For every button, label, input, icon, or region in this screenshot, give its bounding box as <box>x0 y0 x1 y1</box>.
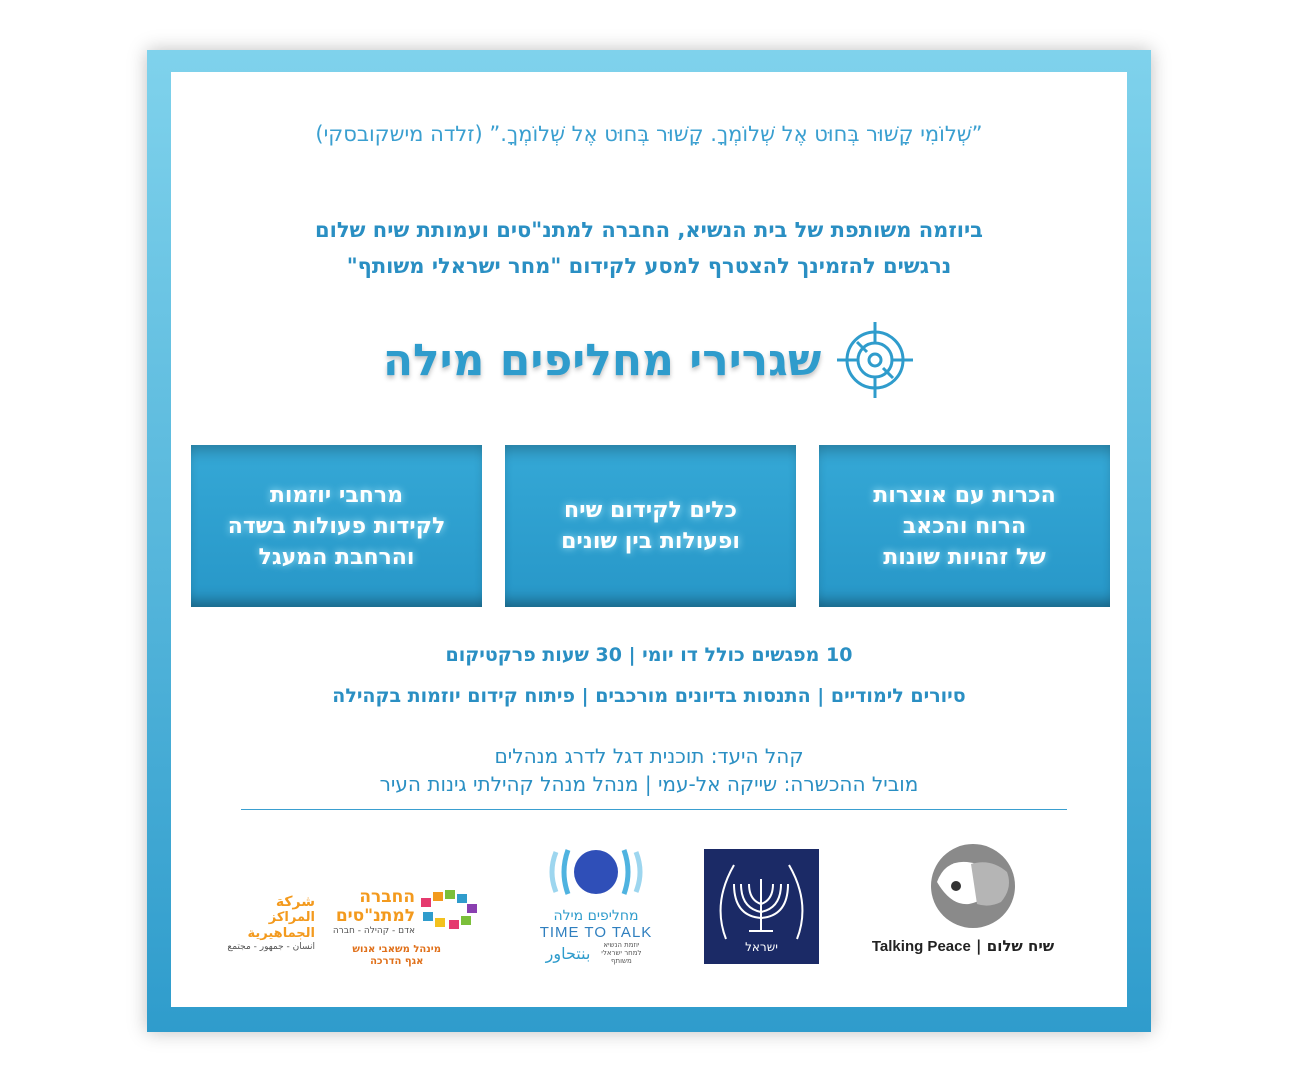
mp-ar: بنتحاور <box>545 943 591 963</box>
title-row <box>171 320 1127 400</box>
matnasim-logo <box>331 880 481 980</box>
emblem-text: ישראל <box>745 940 778 954</box>
matnasim-icon <box>417 888 481 938</box>
time-to-talk-icon <box>546 842 646 902</box>
matnas-dept-1: מינהל משאבי אנוש <box>352 944 441 955</box>
matnas-title-1: החברה <box>359 887 415 907</box>
topic-box-1-text: הכרות עם אוצרות הרוח והכאב של זהויות שונות <box>873 482 1056 570</box>
page-title: שגרירי מחליפים מילה <box>382 334 822 386</box>
program-info-line-1: 10 מפגשים כולל דו יומי | 30 שעות פרקטיקום <box>445 644 853 666</box>
talking-peace-en: Talking Peace <box>871 938 971 955</box>
merkazim-3: انسان - جمهور - مجتمع <box>227 942 315 952</box>
time-to-talk-logo <box>531 842 661 977</box>
talking-peace-logo: Talking Peace | שיח שלום <box>853 842 1073 972</box>
invitation-card <box>171 72 1127 1007</box>
merkazim-1: شركة <box>275 894 315 910</box>
matnas-sub: אדם - קהילה - חברה <box>332 926 415 936</box>
mp-en: TIME TO TALK <box>539 924 653 941</box>
intro-line-2: נרגשים להזמינך להצטרף למסע לקידום "מחר ישראלי משותף" <box>346 254 952 278</box>
target-audience: קהל היעד: תוכנית דגל לדרג מנהלים <box>494 744 804 768</box>
invitation-frame <box>147 50 1151 1032</box>
topic-box-2 <box>505 445 796 607</box>
talking-peace-emblem-icon <box>853 842 1073 930</box>
matnas-dept-2: אגף הדרכה <box>370 956 424 967</box>
topic-box-2-text: כלים לקידום שיח ופעולות בין שונים <box>561 498 740 554</box>
mp-he: מחליפים מילה <box>553 908 639 924</box>
intro-line-1: ביוזמה משותפת של בית הנשיא, החברה למתנ"סים ועמותת שיח שלום <box>315 218 983 242</box>
topic-box-3 <box>191 445 482 607</box>
topic-box-3-text: מרחבי יוזמות לקידות פעולות בשדה והרחבת המעגל <box>227 482 446 570</box>
divider <box>241 809 1067 810</box>
matnas-title-2: למתנ"סים <box>335 906 415 926</box>
audience-info <box>171 742 1127 798</box>
mp-small: יוזמת הנשיא למחר ישראלי משותף <box>601 941 642 965</box>
training-leader: מוביל ההכשרה: שייקה אל-עמי | מנהל מנהל קהילתי גינות העיר <box>379 772 919 796</box>
target-icon <box>835 320 915 400</box>
program-info-line-2: סיורים לימודיים | התנסות בדיונים מורכבים | פיתוח קידום יוזמות בקהילה <box>332 685 966 707</box>
talking-peace-he: שיח שלום <box>986 937 1055 955</box>
opening-quote: ”שְׁלוֹמִי קָשׁוּר בְּחוּט אֶל שְׁלוֹמְךָ. קָשׁוּר בְּחוּט אֶל שְׁלוֹמְךָ.” (זלדה מישקובסקי) <box>315 122 983 146</box>
state-emblem-logo <box>704 849 819 964</box>
merkazim-2: المراكز الجماهيرية <box>247 910 315 941</box>
topic-box-1 <box>819 445 1110 607</box>
community-centers-arabic-logo <box>215 894 315 964</box>
intro-text <box>171 212 1127 284</box>
